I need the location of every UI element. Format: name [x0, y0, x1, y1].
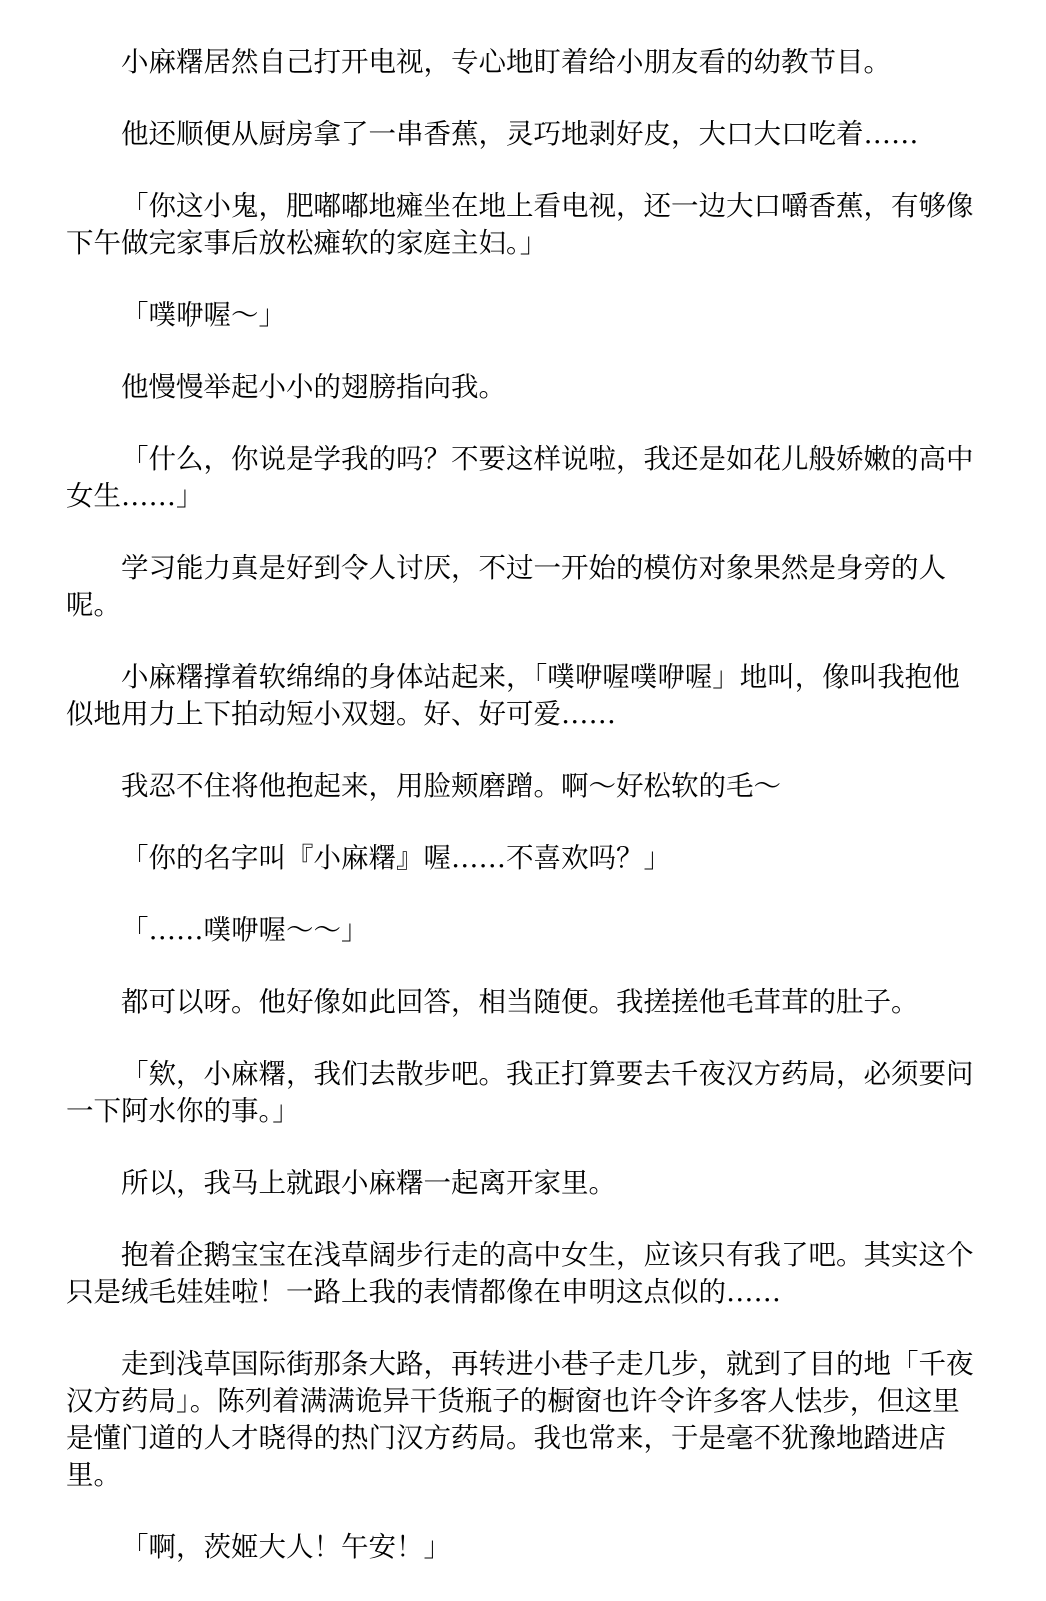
- paragraph: 「啊，茨姬大人！午安！」: [121, 1531, 451, 1563]
- paragraph: 「什么，你说是学我的吗？不要这样说啦，我还是如花儿般娇嫩的高中女生……」: [66, 443, 974, 512]
- paragraph: 都可以呀。他好像如此回答，相当随便。我搓搓他毛茸茸的肚子。: [121, 986, 919, 1018]
- paragraph: 走到浅草国际街那条大路，再转进小巷子走几步，就到了目的地「千夜汉方药局」。陈列着满满诡异干货瓶子的橱窗也许令许多客人怯步，但这里是懂门道的人才晓得的热门汉方药局。我也常来，于是毫不犹豫地踏进店里。: [66, 1348, 974, 1491]
- paragraph: 小麻糬居然自己打开电视，专心地盯着给小朋友看的幼教节目。: [121, 46, 891, 78]
- paragraph: 「噗咿喔～」: [121, 299, 286, 331]
- paragraph: 学习能力真是好到令人讨厌，不过一开始的模仿对象果然是身旁的人呢。: [66, 552, 946, 621]
- novel-text-body: [66, 44, 976, 1601]
- paragraph: 「你的名字叫『小麻糬』喔……不喜欢吗？」: [121, 842, 671, 874]
- paragraph: 「……噗咿喔～～」: [121, 914, 369, 946]
- paragraph: 小麻糬撑着软绵绵的身体站起来，「噗咿喔噗咿喔」地叫，像叫我抱他似地用力上下拍动短小双翅。好、好可爱……: [66, 661, 960, 730]
- paragraph: 所以，我马上就跟小麻糬一起离开家里。: [121, 1167, 616, 1199]
- paragraph: 我忍不住将他抱起来，用脸颊磨蹭。啊～好松软的毛～: [121, 770, 781, 802]
- paragraph: 他慢慢举起小小的翅膀指向我。: [121, 371, 506, 403]
- paragraph: 「欸，小麻糬，我们去散步吧。我正打算要去千夜汉方药局，必须要问一下阿水你的事。」: [66, 1058, 974, 1127]
- paragraph: 他还顺便从厨房拿了一串香蕉，灵巧地剥好皮，大口大口吃着……: [121, 118, 919, 150]
- paragraph: 抱着企鹅宝宝在浅草阔步行走的高中女生，应该只有我了吧。其实这个只是绒毛娃娃啦！一路上我的表情都像在申明这点似的……: [66, 1239, 974, 1308]
- paragraph: 「你这小鬼，肥嘟嘟地瘫坐在地上看电视，还一边大口嚼香蕉，有够像下午做完家事后放松瘫软的家庭主妇。」: [66, 190, 974, 259]
